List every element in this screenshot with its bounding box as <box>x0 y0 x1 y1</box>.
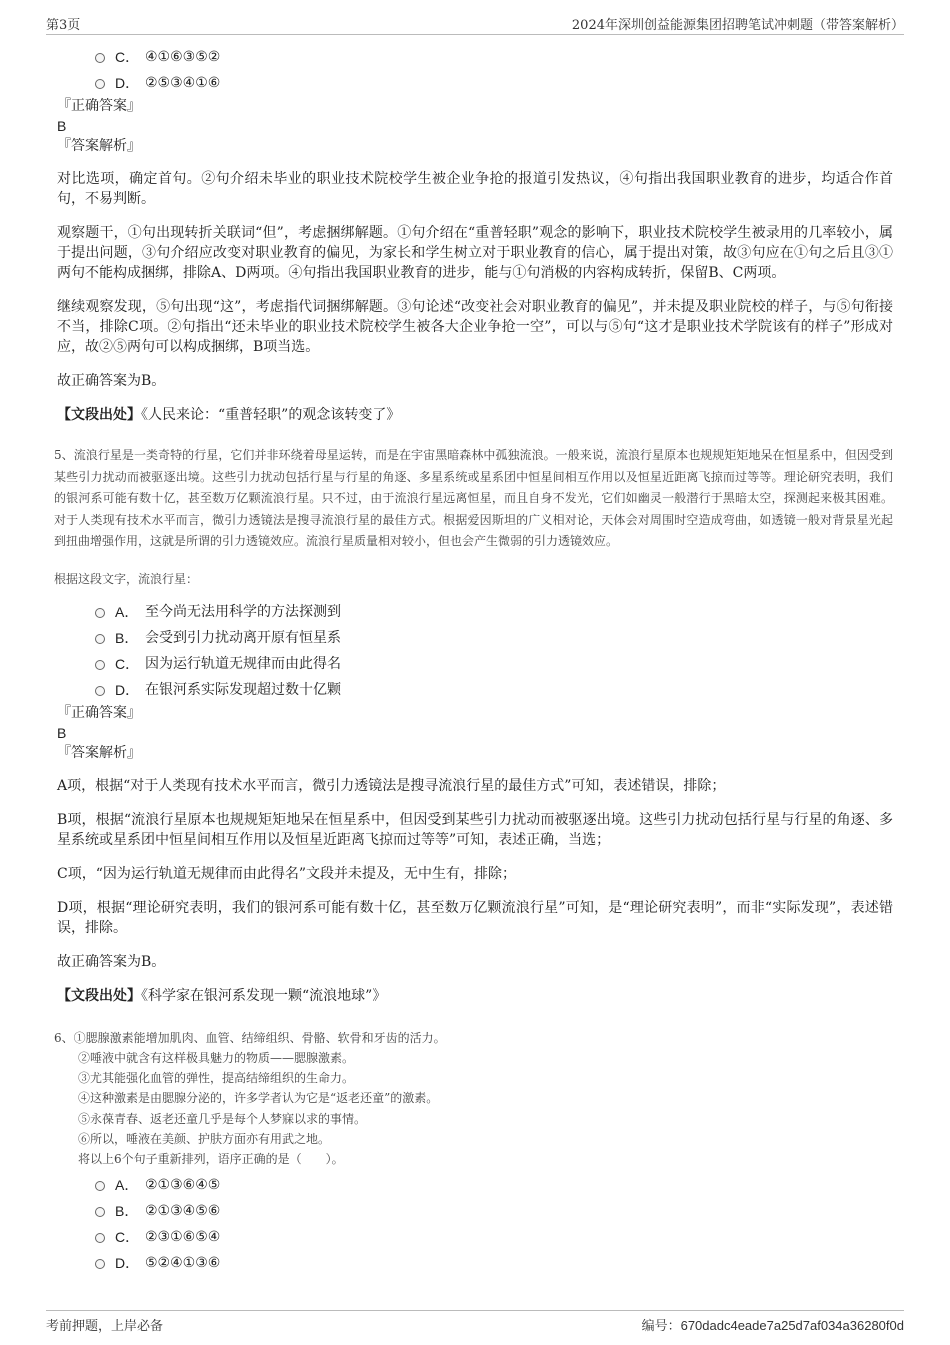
question-stem <box>54 1028 893 1170</box>
question-stem: 5、流浪行星是一类奇特的行星，它们并非环绕着母星运转，而是在宇宙黑暗森林中孤独流浪。一般来说，流浪行星原本也规规矩矩地呆在恒星系中，但因受到某些引力扰动而被驱逐出境。这些引力扰动包括行星与行星的角逐、多星系统或星系团中恒星间相互作用以及恒星近距离飞掠而过等等。理论研究表明，我们的银河系可能有数十亿，甚至数万亿颗流浪行星。只不过，由于流浪行星远离恒星，而且自身不发光，它们如幽灵一般潜行于黑暗太空，探测起来极其困难。对于人类现有技术水平而言，微引力透镜法是搜寻流浪行星的最佳方式。根据爱因斯坦的广义相对论，天体会对周围时空造成弯曲，如透镜一般对背景星光起到扭曲增强作用，这就是所谓的引力透镜效应。流浪行星质量相对较小，但也会产生微弱的引力透镜效应。 <box>54 448 893 548</box>
option-a[interactable]: A． ②①③⑥④⑤ <box>95 1172 893 1198</box>
radio-icon[interactable] <box>95 634 105 644</box>
footer-slogan: 考前押题，上岸必备 <box>46 1319 164 1334</box>
analysis-paragraph: B项，根据“流浪行星原本也规规矩矩地呆在恒星系中，但因受到某些引力扰动而被驱逐出境。这些引力扰动包括行星与行星的角逐、多星系统或星系团中恒星间相互作用以及恒星近距离飞掠而过等等”可知，表述正确，当选； <box>57 811 893 848</box>
analysis-label: 『答案解析』 <box>57 744 141 761</box>
option-a[interactable]: A． 至今尚无法用科学的方法探测到 <box>95 599 893 625</box>
page-number: 第3页 <box>46 18 81 33</box>
radio-icon[interactable] <box>95 53 105 63</box>
radio-icon[interactable] <box>95 660 105 670</box>
q4-options <box>57 44 893 96</box>
radio-icon[interactable] <box>95 79 105 89</box>
document-code: 编号：670dadc4eade7a25d7af034a36280f0d <box>641 1318 904 1334</box>
source-line: 【文段出处】《人民来论：“重普轻职”的观念该转变了》 <box>57 407 401 423</box>
option-c[interactable]: C． ④①⑥③⑤② <box>95 44 893 70</box>
source-line: 【文段出处】《科学家在银河系发现一颗“流浪地球”》 <box>57 987 387 1004</box>
analysis-paragraph: 故正确答案为B。 <box>57 953 166 970</box>
option-b[interactable]: B． ②①③④⑤⑥ <box>95 1198 893 1224</box>
analysis-paragraph: D项，根据“理论研究表明，我们的银河系可能有数十亿，甚至数万亿颗流浪行星”可知，是“理论研究表明”，而非“实际发现”，表述错误，排除。 <box>57 899 893 936</box>
analysis-paragraph: 继续观察发现，⑤句出现“这”，考虑指代词捆绑解题。③句论述“改变社会对职业教育的偏见”，并未提及职业院校的样子，与⑤句衔接不当，排除C项。②句指出“还未毕业的职业技术院校学生被各大企业争抢一空”，可以与⑤句“这才是职业技术学院该有的样子”形成对应，故②⑤两句可以构成捆绑，B项当选。 <box>57 299 893 355</box>
q5-options <box>57 599 893 703</box>
radio-icon[interactable] <box>95 1233 105 1243</box>
answer-value: B <box>57 724 67 741</box>
answer-label: 『正确答案』 <box>57 704 141 721</box>
sentence-line: ⑤永葆青春、返老还童几乎是每个人梦寐以求的事情。 <box>78 1111 367 1126</box>
document-title: 2024年深圳创益能源集团招聘笔试冲刺题（带答案解析） <box>571 18 904 33</box>
analysis-paragraph: 观察题干，①句出现转折关联词“但”，考虑捆绑解题。①句介绍在“重普轻职”观念的影响下，职业技术院校学生被录用的几率较小，属于提出问题，③句介绍应改变对职业教育的偏见，为家长和学生树立对于职业教育的信心，属于提出对策，故③句应在①句之后且③①两句不能构成捆绑，排除A、D两项。④句指出我国职业教育的进步，能与①句消极的内容构成转折，保留B、C两项。 <box>57 225 893 281</box>
analysis-paragraph: A项，根据“对于人类现有技术水平而言，微引力透镜法是搜寻流浪行星的最佳方式”可知，表述错误，排除； <box>57 777 726 794</box>
option-b[interactable]: B． 会受到引力扰动离开原有恒星系 <box>95 625 893 651</box>
sentence-line: ⑥所以，唾液在美颜、护肤方面亦有用武之地。 <box>78 1131 331 1146</box>
analysis-paragraph: 故正确答案为B。 <box>57 373 166 389</box>
page-header <box>46 14 904 35</box>
radio-icon[interactable] <box>95 1259 105 1269</box>
option-d[interactable]: D． ⑤②④①③⑥ <box>95 1250 893 1276</box>
analysis-paragraph: 对比选项，确定首句。②句介绍未毕业的职业技术院校学生被企业争抢的报道引发热议，④句指出我国职业教育的进步，均适合作首句，不易判断。 <box>57 171 893 207</box>
question-prompt: 将以上6个句子重新排列，语序正确的是（ ）。 <box>78 1152 344 1167</box>
answer-value: B <box>57 118 67 134</box>
answer-label: 『正确答案』 <box>57 98 141 114</box>
option-d[interactable]: D． 在银河系实际发现超过数十亿颗 <box>95 677 893 703</box>
analysis-label: 『答案解析』 <box>57 138 141 154</box>
sentence-line: ④这种激素是由腮腺分泌的，许多学者认为它是“返老还童”的激素。 <box>78 1091 439 1106</box>
page-content <box>54 44 893 1276</box>
question-prompt: 根据这段文字，流浪行星： <box>54 571 199 586</box>
sentence-line: ③尤其能强化血管的弹性，提高结缔组织的生命力。 <box>78 1071 355 1086</box>
sentence-line: 6、①腮腺激素能增加肌肉、血管、结缔组织、骨骼、软骨和牙齿的活力。 <box>54 1030 446 1045</box>
radio-icon[interactable] <box>95 1207 105 1217</box>
option-c[interactable]: C． 因为运行轨道无规律而由此得名 <box>95 651 893 677</box>
sentence-line: ②唾液中就含有这样极具魅力的物质——腮腺激素。 <box>78 1050 355 1065</box>
analysis-paragraph: C项，“因为运行轨道无规律而由此得名”文段并未提及，无中生有，排除； <box>57 865 517 882</box>
option-c[interactable]: C． ②③①⑥⑤④ <box>95 1224 893 1250</box>
radio-icon[interactable] <box>95 686 105 696</box>
radio-icon[interactable] <box>95 608 105 618</box>
radio-icon[interactable] <box>95 1181 105 1191</box>
option-d[interactable]: D． ②⑤③④①⑥ <box>95 70 893 96</box>
q6-options <box>57 1172 893 1276</box>
page-footer <box>46 1310 904 1334</box>
